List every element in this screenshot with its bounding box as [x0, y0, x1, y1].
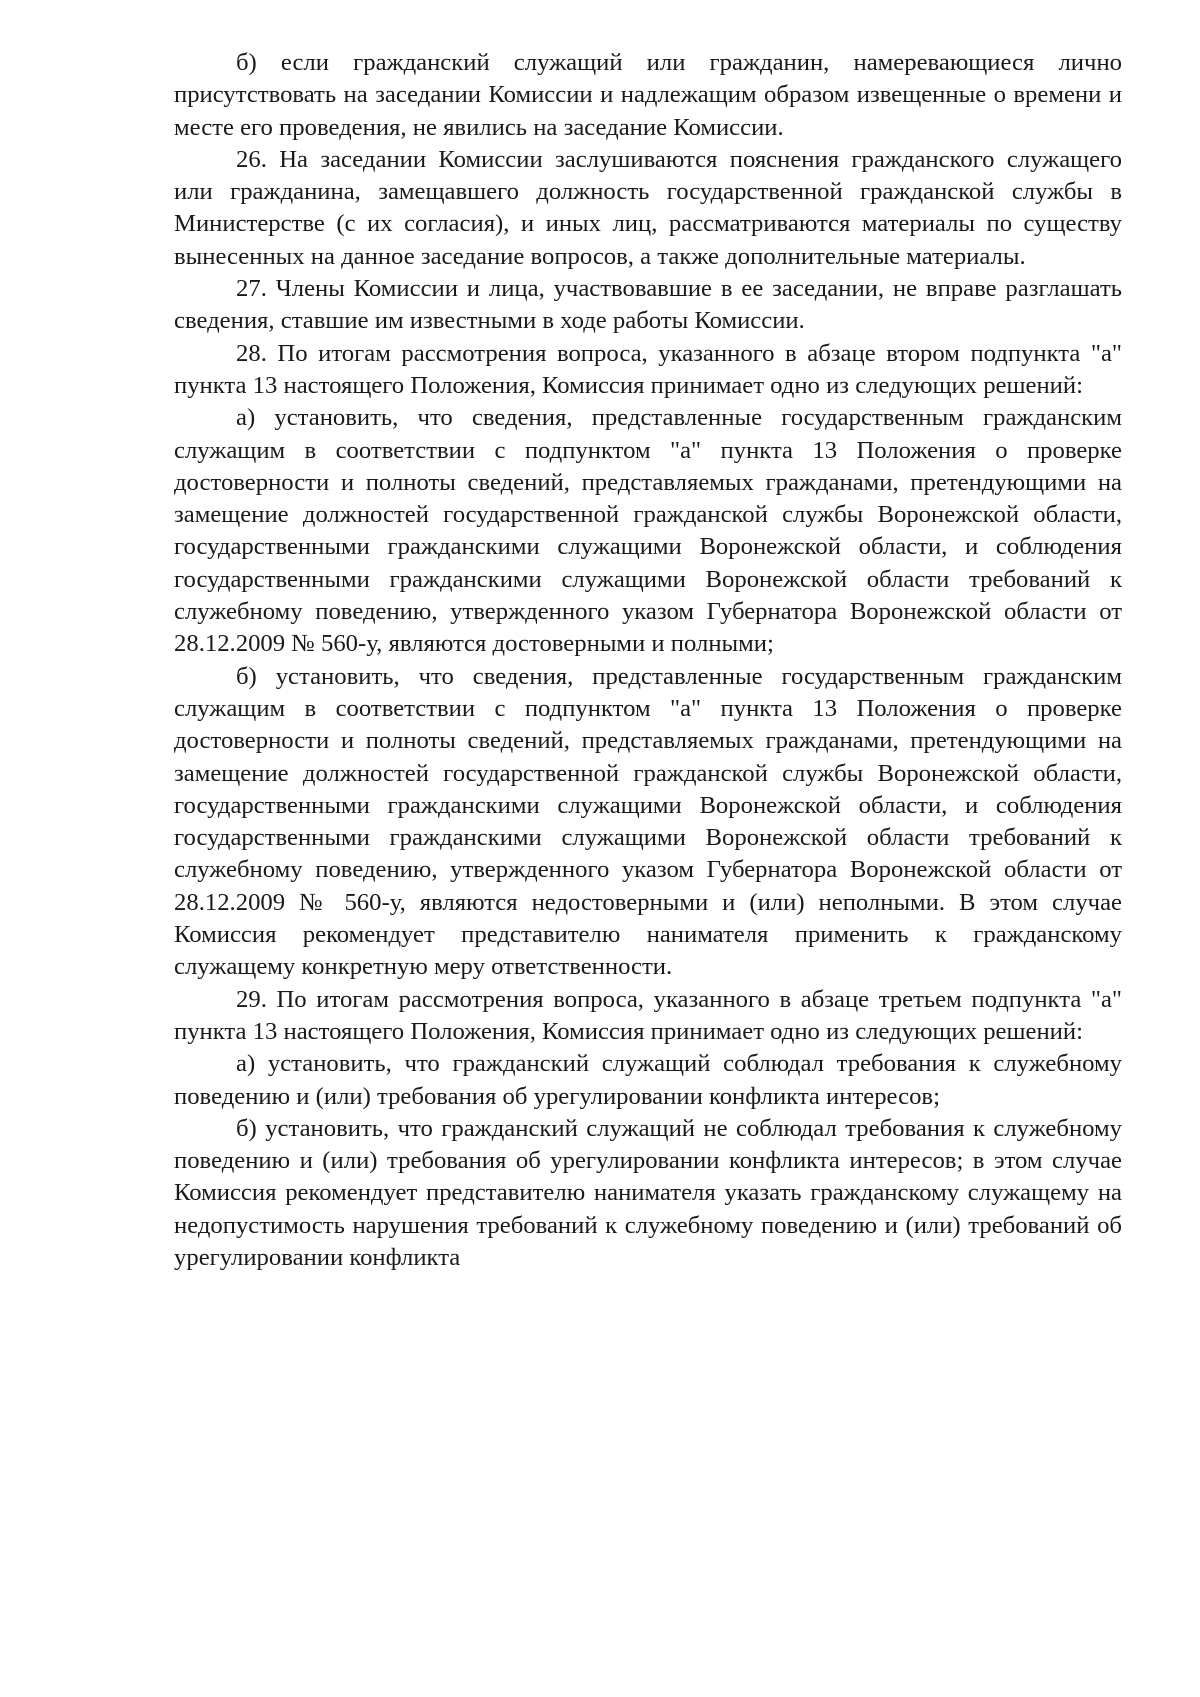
paragraph-25b: б) если гражданский служащий или гражданин, намеревающиеся лично присутствовать на заседании Комиссии и надлежащим образом извещенные о времени и месте его проведения, не явились на заседание Комиссии. [174, 49, 1122, 141]
paragraph-28a: а) установить, что сведения, представленные государственным гражданским служащим в соответствии с подпунктом "а" пункта 13 Положения о проверке достоверности и полноты сведений, представляемых гражданами, претендующими на замещение должностей государственной гражданской службы Воронежской области, государственными гражданскими служащими Воронежской области, и соблюдения государственными гражданскими служащими Воронежской области требований к служебному поведению, утвержденного указом Губернатора Воронежской области от 28.12.2009 № 560-у, являются достоверными и полными; [174, 404, 1122, 658]
paragraph-26: 26. На заседании Комиссии заслушиваются пояснения гражданского служащего или гражданина, замещавшего должность государственной гражданской службы в Министерстве (с их согласия), и иных лиц, рассматриваются материалы по существу вынесенных на данное заседание вопросов, а также дополнительные материалы. [174, 145, 1122, 270]
paragraph-28: 28. По итогам рассмотрения вопроса, указанного в абзаце втором подпункта "а" пункта 13 настоящего Положения, Комиссия принимает одно из следующих решений: [174, 339, 1122, 399]
paragraph-27: 27. Члены Комиссии и лица, участвовавшие в ее заседании, не вправе разглашать сведения, ставшие им известными в ходе работы Комиссии. [174, 275, 1122, 335]
paragraph-28b: б) установить, что сведения, представленные государственным гражданским служащим в соответствии с подпунктом "а" пункта 13 Положения о проверке достоверности и полноты сведений, представляемых гражданами, претендующими на замещение должностей государственной гражданской службы Воронежской области, государственными гражданскими служащими Воронежской области, и соблюдения государственными гражданскими служащими Воронежской области требований к служебному поведению, утвержденного указом Губернатора Воронежской области от 28.12.2009 № 560-у, являются недостоверными и (или) неполными. В этом случае Комиссия рекомендует представителю нанимателя применить к гражданскому служащему конкретную меру ответственности. [174, 662, 1122, 981]
document-body [174, 47, 1122, 1274]
paragraph-29a: а) установить, что гражданский служащий соблюдал требования к служебному поведению и (или) требования об урегулировании конфликта интересов; [174, 1050, 1122, 1110]
paragraph-29b: б) установить, что гражданский служащий не соблюдал требования к служебному поведению и (или) требования об урегулировании конфликта интересов; в этом случае Комиссия рекомендует представителю нанимателя указать гражданскому служащему на недопустимость нарушения требований к служебному поведению и (или) требований об урегулировании конфликта [174, 1114, 1122, 1271]
paragraph-29: 29. По итогам рассмотрения вопроса, указанного в абзаце третьем подпункта "а" пункта 13 настоящего Положения, Комиссия принимает одно из следующих решений: [174, 985, 1122, 1045]
